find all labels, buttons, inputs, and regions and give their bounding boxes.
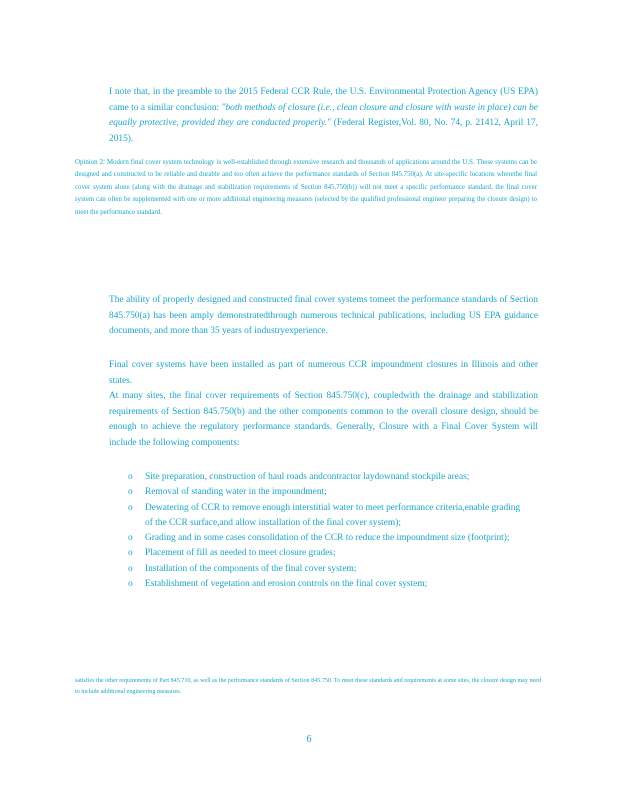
circle-bullet-icon: o — [128, 579, 133, 590]
circle-bullet-icon: o — [128, 487, 133, 498]
intro-text: I note that, in the preamble to the 2015 Federal CCR Rule, the U.S. Environmental Protection Agency (US EPA) came to a similar conclusion: — [109, 87, 538, 113]
list-item: o Installation of the components of the final cover system; — [125, 562, 530, 577]
bullet-text: At many sites, the final cover requirements of Section 845.750(c), coupledwith the drainage and stabilization requirements of Section 845.750(b) and the other components common to the overall closure design, should be enough to achieve the regulatory performance standards. Generally, Closure with a Final Cover System will include the following components: — [109, 391, 538, 448]
opinion-2-paragraph: Opinion 2: Modern final cover system technology is well-established through extensive research and thousands of applications around the U.S. These systems can be designed and constructed to be reliable and durable and too often achieve the performance standards of Section 845.750(a). At site-specific locations wherethe final cover system alone (along with the drainage and stabilization requirements of Section 845.750(b)) will not meet a specific performance standard, the final cover system can often be supplemented with one or more additional engineering measures (selected by the qualified professional engineer preparing the closure design) to meet the performance standard. — [75, 159, 537, 216]
circle-bullet-icon: o — [128, 548, 133, 559]
bullet-item — [90, 358, 538, 389]
bullet-text: The ability of properly designed and constructed final cover systems tomeet the performance standards of Section 845.750(a) has been amply demonstratedthrough numerous technical publications, including US EPA guidance documents, and more than 35 years of industryexperience. — [109, 295, 538, 336]
bullet-text — [109, 85, 538, 147]
bullet-text: Final cover systems have been installed as part of numerous CCR impoundment closures in Illinois and other states. — [109, 360, 538, 386]
citation: (Federal Register,Vol. 80, No. 74, p. 21412, April 17, 2015). — [109, 118, 538, 144]
circle-bullet-icon: o — [128, 472, 133, 482]
bullet-item — [90, 293, 538, 340]
circle-bullet-icon: o — [128, 563, 133, 574]
footnote: satisfies the other requirements of Part 845.710, as well as the performance standards of Section 845.750. To meet these standards and requirements at some sites, the closure design may need to include additional engineering measures. — [75, 678, 541, 695]
page-number: 6 — [306, 734, 312, 745]
epa-conclusion-bullet — [90, 85, 538, 147]
list-item: o Dewatering of CCR to remove enough interstitial water to meet performance criteria,enable grading of the CCR surface,and allow installation of the final cover system); — [128, 502, 521, 528]
closure-components-list — [125, 470, 530, 592]
list-item: o Site preparation, construction of haul roads andcontractor laydownand stockpile areas; — [125, 470, 530, 485]
list-item: o Establishment of vegetation and erosion controls on the final cover system; — [125, 577, 530, 592]
circle-bullet-icon: o — [128, 533, 133, 544]
bullet-item — [90, 389, 538, 451]
list-item: o Placement of fill as needed to meet closure grades; — [125, 546, 530, 561]
list-item: o Removal of standing water in the impoundment; — [125, 485, 530, 500]
list-item: o Grading and in some cases consolidation of the CCR to reduce the impoundment size (footprint); — [125, 531, 530, 546]
epa-quote: "both methods of closure (i.e., clean closure and closure with waste in place) can be equally protective, provided they are conducted properly." — [109, 102, 538, 128]
circle-bullet-icon: o — [128, 502, 133, 513]
